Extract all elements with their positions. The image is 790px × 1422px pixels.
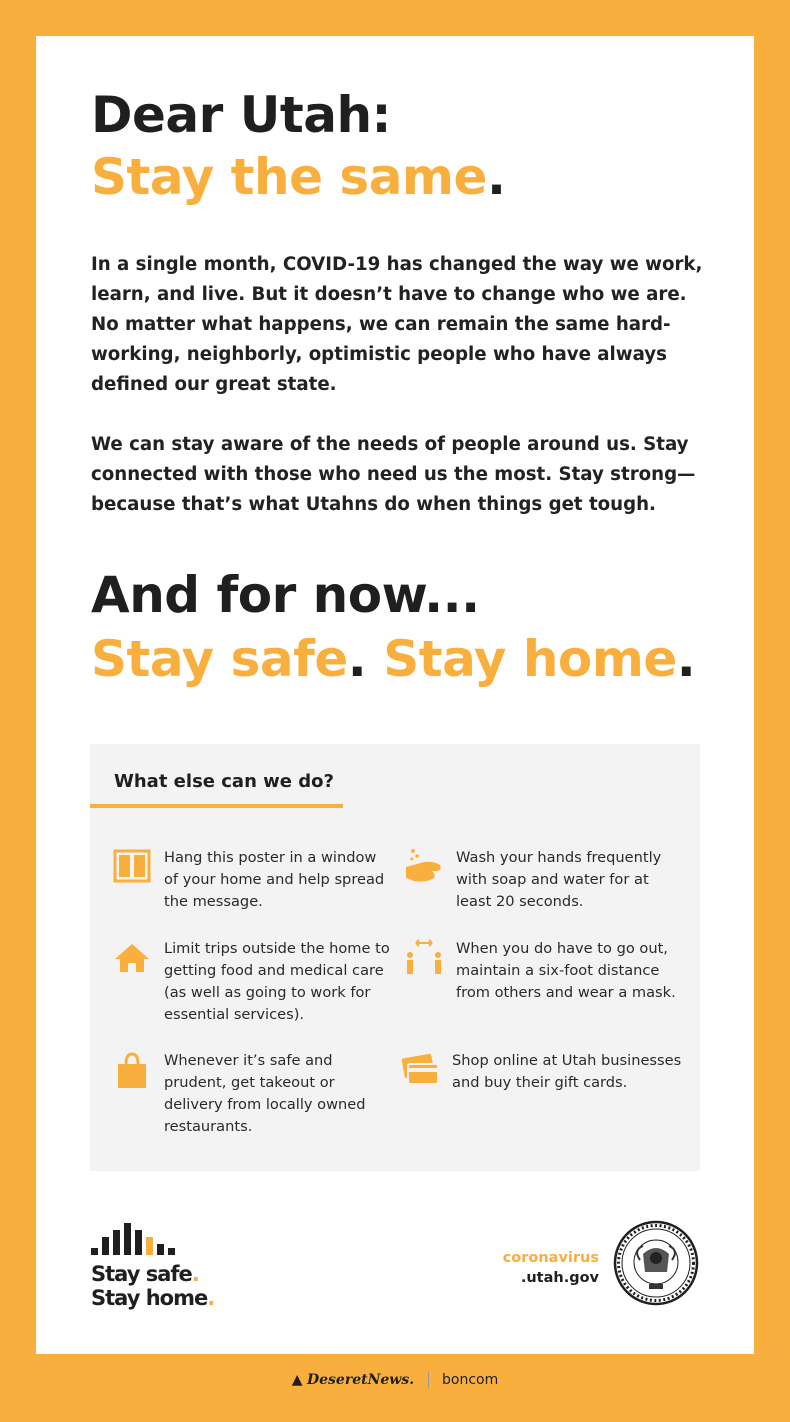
- tip-text: Shop online at Utah businesses and buy their gift cards.: [452, 1052, 682, 1091]
- boncom-logo: boncom: [442, 1372, 499, 1388]
- website-link[interactable]: [503, 1248, 599, 1288]
- tip-text: Hang this poster in a window of your home and help spread the message.: [164, 849, 385, 910]
- logo-period-2: .: [207, 1286, 215, 1310]
- logo-line1: Stay safe: [91, 1262, 192, 1286]
- headline-period: .: [486, 148, 506, 206]
- social-distance-icon: [404, 938, 444, 978]
- stay-home-text: Stay home: [383, 630, 677, 688]
- tips-box: [90, 744, 700, 1171]
- tips-heading: What else can we do?: [114, 771, 334, 792]
- web-line2: .utah.gov: [520, 1270, 599, 1286]
- logo-text: [91, 1262, 214, 1310]
- tip-text: When you do have to go out, maintain a six-foot distance from others and wear a mask.: [456, 940, 676, 1001]
- house-icon: [112, 938, 152, 978]
- for-now-line: And for now...: [91, 566, 480, 624]
- second-paragraph: We can stay aware of the needs of people around us. Stay connected with those who need us the most. Stay strong—because that’s what Utahns do when things get tough.: [91, 434, 696, 515]
- logo-period-1: .: [191, 1262, 199, 1286]
- stay-safe-bars-logo: [91, 1220, 261, 1260]
- credits: [0, 1372, 790, 1388]
- headline-for-now: [91, 563, 695, 691]
- headline-line2: Stay the same: [91, 148, 487, 206]
- window-icon: [112, 847, 152, 887]
- gift-card-icon: [400, 1050, 440, 1090]
- intro-paragraph: In a single month, COVID-19 has changed the way we work, learn, and live. But it doesn’t have to change who we are. No matter what happens, we can remain the same hard-working, neighborly, optimistic people who have always defined our great state.: [91, 254, 703, 395]
- logo-line2: Stay home: [91, 1286, 208, 1310]
- tip-text: Wash your hands frequently with soap and water for at least 20 seconds.: [456, 849, 662, 910]
- hand-washing-icon: [404, 847, 444, 887]
- deseret-news-logo: DeseretNews.: [306, 1372, 415, 1388]
- stay-safe-text: Stay safe: [91, 630, 348, 688]
- tips-underline: [90, 804, 343, 808]
- tip-text: Whenever it’s safe and prudent, get takeout or delivery from locally owned restaurants.: [164, 1052, 366, 1135]
- web-line1: coronavirus: [502, 1250, 599, 1266]
- state-seal: [613, 1220, 699, 1306]
- period-2: .: [676, 630, 696, 688]
- bell-icon: ▲: [291, 1372, 303, 1388]
- headline-line1: Dear Utah:: [91, 86, 392, 144]
- tip-text: Limit trips outside the home to getting food and medical care (as well as going to work for essential services).: [164, 940, 390, 1023]
- period-1: .: [347, 630, 367, 688]
- takeout-bag-icon: [112, 1050, 152, 1090]
- credits-divider: [428, 1372, 429, 1388]
- headline: [91, 84, 505, 208]
- poster: [36, 36, 754, 1354]
